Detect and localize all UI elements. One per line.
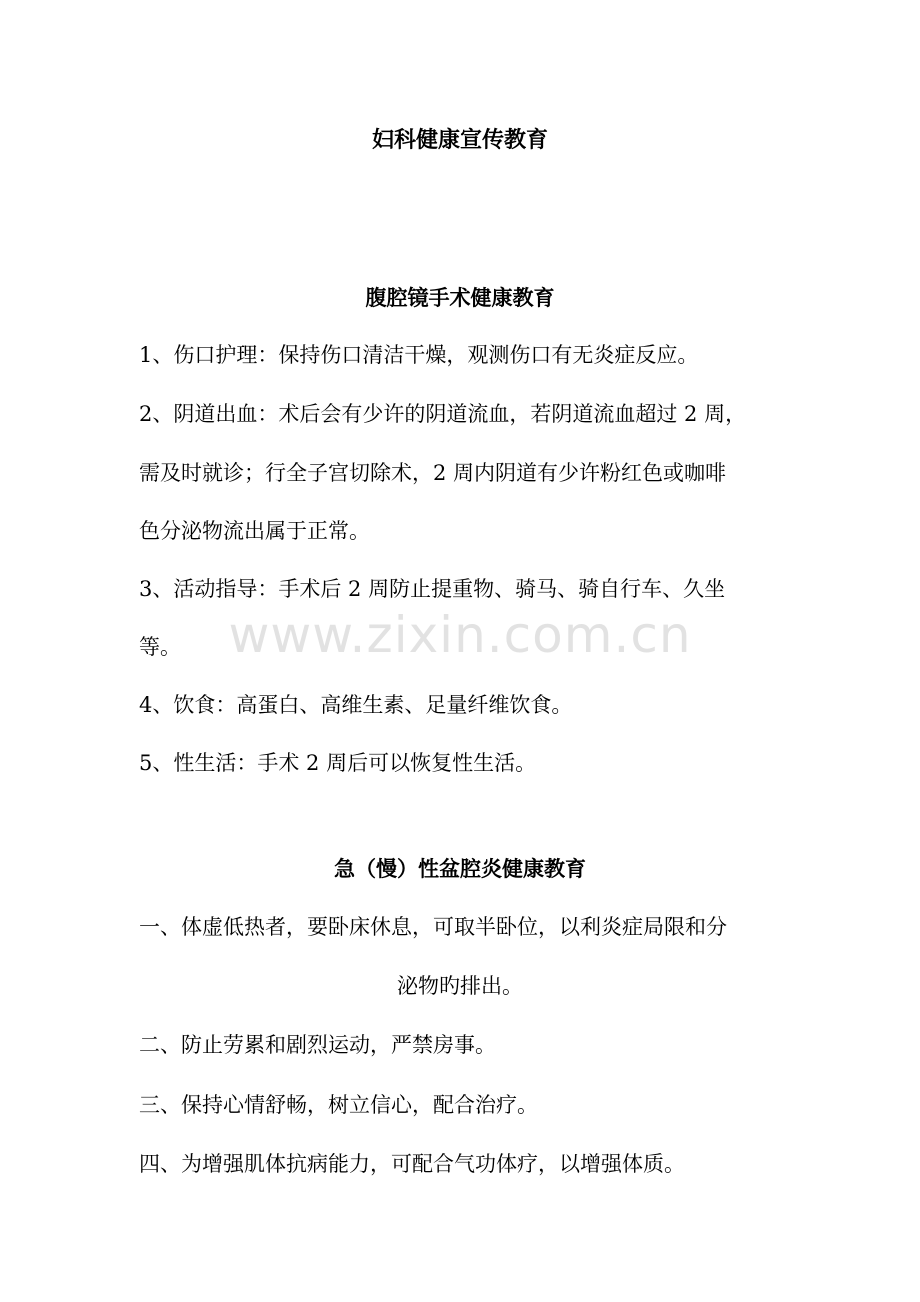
paragraph-line: 5、性生活：手术 2 周后可以恢复性生活。	[139, 751, 537, 775]
paragraph-line: 等。	[139, 635, 181, 659]
paragraph-line: 三、保持心情舒畅，树立信心，配合治疗。	[139, 1093, 538, 1117]
paragraph-line: 泌物旳排出。	[397, 974, 523, 998]
paragraph-line: 色分泌物流出属于正常。	[139, 519, 370, 543]
watermark-text: www.zixin.com.cn	[228, 606, 692, 664]
paragraph-line: 二、防止劳累和剧烈运动，严禁房事。	[139, 1033, 496, 1057]
paragraph-line: 一、体虚低热者，要卧床休息，可取半卧位，以利炎症局限和分	[139, 915, 727, 939]
paragraph-line: 四、为增强肌体抗病能力，可配合气功体疗，以增强体质。	[139, 1152, 685, 1176]
document-title: 妇科健康宣传教育	[371, 128, 548, 153]
section-heading-laparoscopy: 腹腔镜手术健康教育	[365, 286, 555, 310]
section-heading-pelvic-inflammation: 急（慢）性盆腔炎健康教育	[334, 857, 586, 881]
paragraph-line: 1、伤口护理：保持伤口清洁干燥，观测伤口有无炎症反应。	[139, 343, 699, 367]
paragraph-line: 4、饮食：高蛋白、高维生素、足量纤维饮食。	[139, 693, 573, 717]
paragraph-line: 2、阴道出血：术后会有少许的阴道流血，若阴道流血超过 2 周，	[139, 402, 747, 426]
paragraph-line: 3、活动指导：手术后 2 周防止提重物、骑马、骑自行车、久坐	[139, 577, 726, 601]
paragraph-line: 需及时就诊；行全子宫切除术，2 周内阴道有少许粉红色或咖啡	[139, 461, 727, 485]
